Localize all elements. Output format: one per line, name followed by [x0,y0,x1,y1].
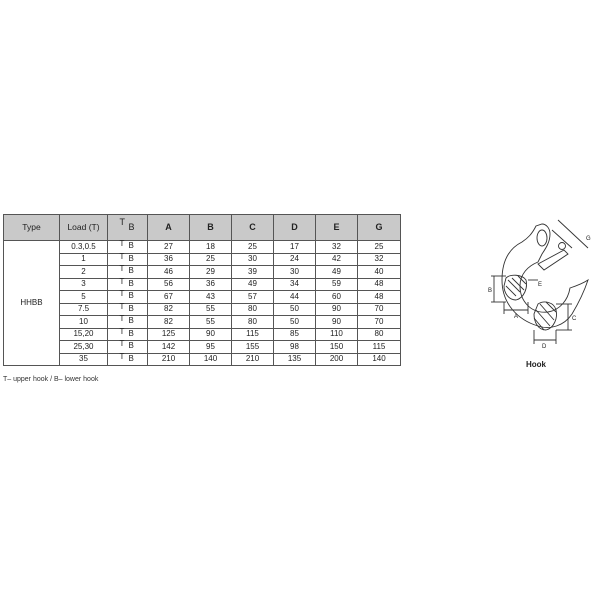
lower-hook-marker: B [128,303,134,313]
dimension-a-cell: 142 [148,341,190,354]
lower-hook-marker: B [128,341,134,350]
upper-hook-marker: T [119,314,125,323]
dimension-e-cell: 60 [316,291,358,304]
lower-hook-marker: B [128,266,134,275]
dimension-b-cell: 43 [190,291,232,304]
table-row [4,316,401,329]
cross-section-bottom [534,302,557,330]
dimension-g-cell: 25 [358,241,401,254]
dimension-c-cell: 57 [232,291,274,304]
tb-cell [108,316,148,329]
dimension-d-cell: 50 [274,303,316,316]
dimension-e-cell: 42 [316,253,358,266]
dimension-d-cell: 98 [274,341,316,354]
hatch-left [506,276,526,296]
dimension-a-cell: 36 [148,253,190,266]
dimension-g-cell: 70 [358,303,401,316]
dimension-e-cell: 110 [316,328,358,341]
dimension-c-cell: 25 [232,241,274,254]
table-row [4,291,401,304]
dimension-a-cell: 82 [148,303,190,316]
header-a: A [148,215,190,241]
tb-cell [108,291,148,304]
dimension-g-cell: 80 [358,328,401,341]
header-c: C [232,215,274,241]
tb-cell [108,328,148,341]
lower-hook-marker: B [128,316,134,325]
tb-cell [108,241,148,254]
dimension-c-cell: 80 [232,316,274,329]
header-g: G [358,215,401,241]
header-t-label: T [119,217,125,228]
load-cell: 10 [60,316,108,329]
upper-hook-marker: T [119,339,125,348]
table-header-row [4,215,401,241]
lower-hook-marker: B [128,241,134,250]
lower-hook-marker: B [128,291,134,300]
load-cell: 25,30 [60,341,108,354]
dimension-e-cell: 32 [316,241,358,254]
tb-cell [108,303,148,316]
dimension-c-cell: 30 [232,253,274,266]
dimension-g-cell: 140 [358,353,401,366]
load-cell: 3 [60,278,108,291]
dimension-e-cell: 90 [316,303,358,316]
load-cell: 1 [60,253,108,266]
dimension-g-cell: 40 [358,266,401,279]
dimension-e-cell: 49 [316,266,358,279]
lower-hook-marker: B [128,278,134,288]
dimension-b-cell: 95 [190,341,232,354]
dimension-g-cell: 48 [358,278,401,291]
label-a: A [514,314,519,320]
lower-hook-marker: B [128,328,134,338]
upper-hook-marker: T [119,264,125,273]
load-cell: 35 [60,353,108,366]
load-cell: 0.3,0.5 [60,241,108,254]
upper-hook-marker: T [119,289,125,298]
dimension-d-cell: 30 [274,266,316,279]
upper-hook-marker: T [119,326,125,336]
dimension-c-cell: 49 [232,278,274,291]
load-cell: 5 [60,291,108,304]
dimension-e-cell: 90 [316,316,358,329]
dimension-e-cell: 200 [316,353,358,366]
footnote: T– upper hook / B– lower hook [3,376,99,383]
hook-outline [502,224,588,328]
tb-cell [108,353,148,366]
dimension-a-cell: 210 [148,353,190,366]
upper-hook-marker: T [119,276,125,286]
lower-hook-marker: B [128,253,134,263]
dimension-g-cell: 48 [358,291,401,304]
table-row [4,303,401,316]
upper-hook-marker: T [119,301,125,311]
table-row [4,266,401,279]
dimension-d-cell: 24 [274,253,316,266]
dimension-c-cell: 39 [232,266,274,279]
dimension-g-cell: 70 [358,316,401,329]
dimension-c-cell: 80 [232,303,274,316]
load-cell: 15,20 [60,328,108,341]
dimension-d-cell: 85 [274,328,316,341]
header-load: Load (T) [60,215,108,241]
dimension-d-cell: 17 [274,241,316,254]
dimension-d-cell: 34 [274,278,316,291]
hook-eye [537,230,547,246]
tb-cell [108,253,148,266]
dimension-b-cell: 36 [190,278,232,291]
header-e: E [316,215,358,241]
label-b: B [488,288,493,294]
header-b-label: B [128,222,135,233]
tb-cell [108,278,148,291]
dimension-e-cell: 150 [316,341,358,354]
dimension-b-cell: 90 [190,328,232,341]
tb-cell [108,266,148,279]
dimension-b-cell: 55 [190,303,232,316]
load-cell: 7.5 [60,303,108,316]
dimension-b-cell: 25 [190,253,232,266]
dimension-e-cell: 59 [316,278,358,291]
dimension-c-cell: 115 [232,328,274,341]
table-body [4,241,401,366]
latch-pin [559,243,566,250]
dimension-d-cell: 44 [274,291,316,304]
table-row [4,253,401,266]
dimension-b-cell: 55 [190,316,232,329]
dimension-a-cell: 125 [148,328,190,341]
label-g: G [586,236,591,242]
dimension-c-cell: 210 [232,353,274,366]
upper-hook-marker: T [119,351,125,361]
tb-cell [108,341,148,354]
dimension-d-cell: 50 [274,316,316,329]
table-row [4,241,401,254]
table-row [4,278,401,291]
table-row [4,328,401,341]
dimension-a-cell: 67 [148,291,190,304]
label-d: D [542,344,547,350]
header-type: Type [4,215,60,241]
dim-g-ext [558,220,588,248]
dimension-c-cell: 155 [232,341,274,354]
dimension-d-cell: 135 [274,353,316,366]
dim-g-line [552,230,572,248]
header-d: D [274,215,316,241]
specification-table [3,214,401,366]
dimension-g-cell: 32 [358,253,401,266]
load-cell: 2 [60,266,108,279]
hook-diagram [488,214,600,374]
type-cell: HHBB [4,241,60,366]
dimension-a-cell: 82 [148,316,190,329]
header-b: B [190,215,232,241]
dimension-g-cell: 115 [358,341,401,354]
upper-hook-marker: T [119,239,125,248]
dimension-a-cell: 46 [148,266,190,279]
table-row [4,353,401,366]
label-e: E [538,282,543,288]
hook-caption: Hook [526,360,546,369]
dimension-b-cell: 29 [190,266,232,279]
dimension-b-cell: 140 [190,353,232,366]
header-tb [108,215,148,241]
dimension-a-cell: 27 [148,241,190,254]
table-row [4,341,401,354]
lower-hook-marker: B [128,353,134,363]
upper-hook-marker: T [119,251,125,261]
label-c: C [572,316,577,322]
dimension-b-cell: 18 [190,241,232,254]
dimension-a-cell: 56 [148,278,190,291]
